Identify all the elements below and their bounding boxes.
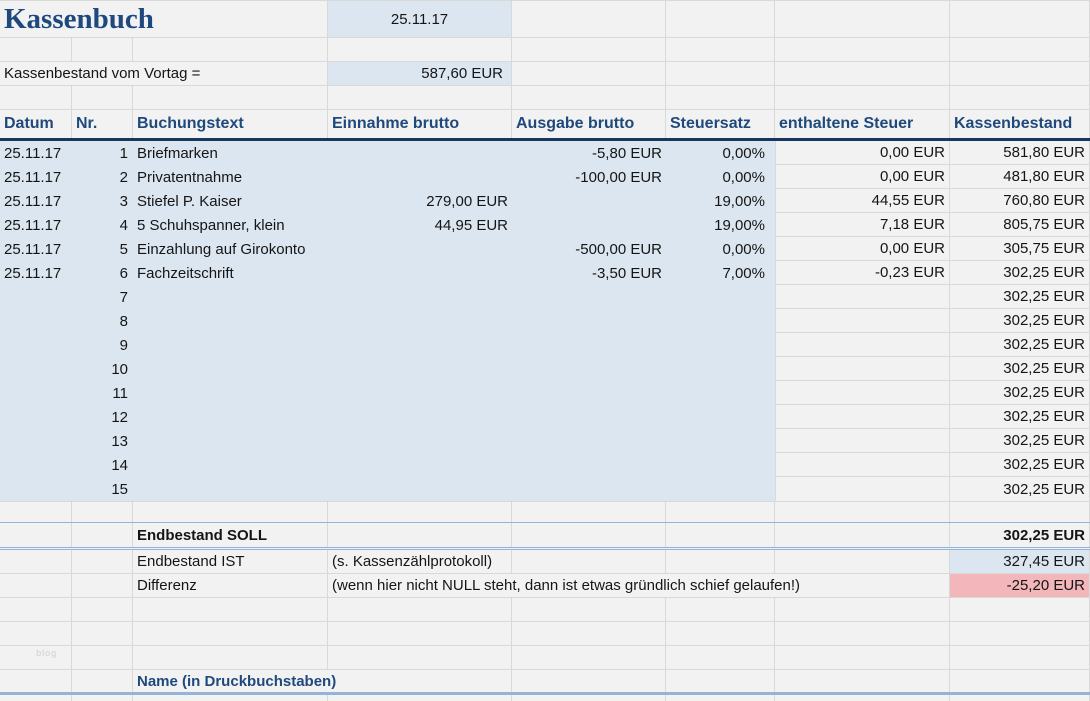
cell-steuersatz[interactable]: 0,00% [666,237,775,261]
cell-einnahme-brutto[interactable]: 44,95 EUR [328,213,512,237]
empty-cell[interactable] [72,622,133,646]
empty-cell[interactable] [775,695,950,701]
empty-cell[interactable] [666,38,775,62]
empty-cell[interactable] [512,598,666,622]
date-cell[interactable]: 25.11.17 [328,0,512,38]
cell-enthaltene-steuer[interactable]: 44,55 EUR [775,189,950,213]
empty-cell[interactable] [72,574,133,598]
differenz-label[interactable]: Differenz [133,574,328,598]
empty-cell[interactable] [775,38,950,62]
table-row [0,405,1090,429]
table-row [0,261,1090,285]
cell-datum[interactable] [0,477,72,501]
empty-cell[interactable] [133,695,328,701]
empty-cell[interactable] [950,0,1090,38]
cell-steuersatz[interactable] [666,333,775,357]
empty-cell[interactable] [72,86,133,110]
vortag-row [0,62,1090,86]
cell-buchungstext[interactable] [133,357,328,381]
cell-enthaltene-steuer[interactable] [775,453,950,477]
empty-cell[interactable] [328,695,512,701]
cell-nr[interactable]: 11 [72,381,133,405]
cell-nr[interactable]: 3 [72,189,133,213]
empty-cell[interactable] [328,501,512,522]
cell-nr[interactable]: 13 [72,429,133,453]
soll-value[interactable]: 302,25 EUR [950,523,1090,547]
empty-cell[interactable] [72,501,133,522]
table-row [0,189,1090,213]
empty-cell[interactable] [72,670,133,692]
table-row [0,285,1090,309]
cell-ausgabe-brutto[interactable] [512,309,666,333]
empty-cell[interactable] [0,86,72,110]
empty-cell[interactable] [133,86,328,110]
cell-datum[interactable]: 25.11.17 [0,237,72,261]
page-title[interactable]: Kassenbuch [0,0,328,38]
empty-cell[interactable] [72,598,133,622]
empty-cell[interactable] [512,523,666,547]
cell-buchungstext[interactable] [133,477,328,501]
cell-enthaltene-steuer[interactable] [775,309,950,333]
cell-ausgabe-brutto[interactable] [512,405,666,429]
empty-cell[interactable] [512,62,666,86]
cell-datum[interactable] [0,309,72,333]
cell-steuersatz[interactable]: 0,00% [666,141,775,165]
empty-cell[interactable] [666,646,775,670]
table-row [0,141,1090,165]
empty-cell[interactable] [775,622,950,646]
empty-cell[interactable] [775,62,950,86]
differenz-value[interactable]: -25,20 EUR [950,574,1090,598]
cell-kassenbestand[interactable]: 302,25 EUR [950,261,1090,285]
table-body [0,141,1090,501]
cell-steuersatz[interactable] [666,405,775,429]
cell-nr[interactable]: 12 [72,405,133,429]
cell-buchungstext[interactable] [133,285,328,309]
cell-nr[interactable]: 4 [72,213,133,237]
cell-kassenbestand[interactable]: 305,75 EUR [950,237,1090,261]
cell-buchungstext[interactable]: Einzahlung auf Girokonto [133,237,328,261]
cell-kassenbestand[interactable]: 760,80 EUR [950,189,1090,213]
cell-einnahme-brutto[interactable] [328,261,512,285]
cell-buchungstext[interactable] [133,429,328,453]
empty-cell[interactable] [512,646,666,670]
empty-cell[interactable] [72,646,133,670]
empty-cell[interactable] [133,622,328,646]
cell-datum[interactable]: 25.11.17 [0,141,72,165]
cell-steuersatz[interactable]: 19,00% [666,213,775,237]
cell-nr[interactable]: 10 [72,357,133,381]
empty-cell[interactable] [0,501,72,522]
empty-cell[interactable] [666,550,775,574]
cell-ausgabe-brutto[interactable] [512,333,666,357]
cell-nr[interactable]: 9 [72,333,133,357]
cell-kassenbestand[interactable]: 302,25 EUR [950,357,1090,381]
empty-cell[interactable] [328,622,512,646]
cell-kassenbestand[interactable]: 302,25 EUR [950,333,1090,357]
empty-cell[interactable] [0,574,72,598]
table-row [0,165,1090,189]
cell-buchungstext[interactable] [133,381,328,405]
cell-einnahme-brutto[interactable] [328,309,512,333]
header-nr[interactable]: Nr. [72,110,133,138]
cell-kassenbestand[interactable]: 805,75 EUR [950,213,1090,237]
cell-steuersatz[interactable] [666,357,775,381]
empty-cell[interactable] [512,695,666,701]
blog-watermark: blog [36,648,57,658]
empty-cell[interactable] [775,523,950,547]
cell-kassenbestand[interactable]: 481,80 EUR [950,165,1090,189]
name-row [0,670,1090,695]
empty-cell[interactable] [133,598,328,622]
empty-cell[interactable] [0,695,72,701]
cell-ausgabe-brutto[interactable] [512,453,666,477]
cell-ausgabe-brutto[interactable] [512,213,666,237]
empty-cell[interactable] [950,646,1090,670]
empty-cell[interactable] [512,622,666,646]
cell-steuersatz[interactable]: 7,00% [666,261,775,285]
empty-cell[interactable] [328,646,512,670]
empty-cell[interactable] [0,38,72,62]
empty-cell[interactable] [512,501,666,522]
empty-cell[interactable] [666,0,775,38]
cell-einnahme-brutto[interactable] [328,477,512,501]
empty-cell[interactable] [950,598,1090,622]
cell-enthaltene-steuer[interactable] [775,333,950,357]
cell-kassenbestand[interactable]: 302,25 EUR [950,429,1090,453]
empty-cell[interactable] [950,62,1090,86]
table-row [0,429,1090,453]
cell-ausgabe-brutto[interactable] [512,189,666,213]
cell-steuersatz[interactable] [666,477,775,501]
header-datum[interactable]: Datum [0,110,72,138]
ist-label[interactable]: Endbestand IST [133,550,328,574]
cell-enthaltene-steuer[interactable] [775,405,950,429]
empty-cell[interactable] [0,670,72,692]
empty-cell[interactable] [0,550,72,574]
cell-buchungstext[interactable] [133,453,328,477]
cell-enthaltene-steuer[interactable]: -0,23 EUR [775,261,950,285]
empty-cell[interactable] [328,38,512,62]
empty-cell[interactable] [666,523,775,547]
cell-ausgabe-brutto[interactable] [512,477,666,501]
differenz-row [0,574,1090,598]
empty-cell[interactable] [950,501,1090,522]
cell-steuersatz[interactable] [666,429,775,453]
empty-cell[interactable] [775,670,950,692]
empty-cell[interactable] [775,646,950,670]
empty-cell[interactable] [0,523,72,547]
ist-value[interactable]: 327,45 EUR [950,550,1090,574]
spacer-row [0,38,1090,62]
cell-nr[interactable]: 7 [72,285,133,309]
empty-cell[interactable] [666,501,775,522]
table-header-row [0,110,1090,141]
cell-enthaltene-steuer[interactable]: 0,00 EUR [775,141,950,165]
header-einnahme-brutto[interactable]: Einnahme brutto [328,110,512,138]
cell-steuersatz[interactable] [666,381,775,405]
header-buchungstext[interactable]: Buchungstext [133,110,328,138]
cell-steuersatz[interactable]: 19,00% [666,189,775,213]
cell-kassenbestand[interactable]: 302,25 EUR [950,453,1090,477]
cell-einnahme-brutto[interactable] [328,237,512,261]
empty-cell[interactable] [72,695,133,701]
cell-enthaltene-steuer[interactable]: 7,18 EUR [775,213,950,237]
empty-cell[interactable] [0,598,72,622]
empty-cell[interactable] [666,598,775,622]
empty-cell[interactable] [133,38,328,62]
cell-einnahme-brutto[interactable] [328,357,512,381]
cell-steuersatz[interactable]: 0,00% [666,165,775,189]
cell-enthaltene-steuer[interactable]: 0,00 EUR [775,165,950,189]
cell-nr[interactable]: 1 [72,141,133,165]
spacer-row [0,622,1090,646]
cell-datum[interactable] [0,405,72,429]
table-row [0,213,1090,237]
empty-cell[interactable] [775,0,950,38]
header-steuersatz[interactable]: Steuersatz [666,110,775,138]
cell-ausgabe-brutto[interactable] [512,429,666,453]
empty-cell[interactable] [666,86,775,110]
cell-steuersatz[interactable] [666,453,775,477]
table-row [0,453,1090,477]
empty-cell[interactable] [950,38,1090,62]
table-row [0,477,1090,501]
name-label[interactable]: Name (in Druckbuchstaben) [133,670,512,692]
cell-enthaltene-steuer[interactable] [775,381,950,405]
cell-datum[interactable]: 25.11.17 [0,213,72,237]
cell-kassenbestand[interactable]: 302,25 EUR [950,405,1090,429]
cell-kassenbestand[interactable]: 302,25 EUR [950,477,1090,501]
empty-cell[interactable] [328,598,512,622]
cell-datum[interactable] [0,333,72,357]
empty-cell[interactable] [775,86,950,110]
empty-cell[interactable] [512,550,666,574]
empty-cell[interactable] [666,670,775,692]
empty-cell[interactable] [328,86,512,110]
header-kassenbestand[interactable]: Kassenbestand [950,110,1090,138]
cell-einnahme-brutto[interactable] [328,429,512,453]
header-enthaltene-steuer[interactable]: enthaltene Steuer [775,110,950,138]
spacer-row [0,86,1090,110]
vortag-label[interactable]: Kassenbestand vom Vortag = [0,62,328,86]
header-ausgabe-brutto[interactable]: Ausgabe brutto [512,110,666,138]
cell-ausgabe-brutto[interactable]: -500,00 EUR [512,237,666,261]
cell-buchungstext[interactable] [133,309,328,333]
cell-datum[interactable] [0,357,72,381]
empty-cell[interactable] [775,550,950,574]
empty-cell[interactable] [133,501,328,522]
empty-cell[interactable] [666,622,775,646]
cell-buchungstext[interactable]: Stiefel P. Kaiser [133,189,328,213]
cell-datum[interactable]: 25.11.17 [0,261,72,285]
table-row [0,309,1090,333]
spacer-row [0,501,1090,522]
cell-ausgabe-brutto[interactable] [512,357,666,381]
cell-nr[interactable]: 8 [72,309,133,333]
cell-kassenbestand[interactable]: 302,25 EUR [950,309,1090,333]
cell-buchungstext[interactable] [133,333,328,357]
cell-ausgabe-brutto[interactable]: -5,80 EUR [512,141,666,165]
endbestand-soll-row [0,522,1090,550]
cell-steuersatz[interactable] [666,309,775,333]
empty-cell[interactable] [775,598,950,622]
cell-kassenbestand[interactable]: 302,25 EUR [950,381,1090,405]
empty-cell[interactable] [0,622,72,646]
cell-buchungstext[interactable]: Briefmarken [133,141,328,165]
spacer-row [0,646,1090,670]
cell-enthaltene-steuer[interactable]: 0,00 EUR [775,237,950,261]
cell-nr[interactable]: 5 [72,237,133,261]
cell-datum[interactable] [0,285,72,309]
cell-buchungstext[interactable] [133,405,328,429]
empty-cell[interactable] [72,550,133,574]
cell-einnahme-brutto[interactable] [328,141,512,165]
empty-cell[interactable] [666,62,775,86]
cell-steuersatz[interactable] [666,285,775,309]
empty-cell[interactable] [512,38,666,62]
cell-buchungstext[interactable]: 5 Schuhspanner, klein [133,213,328,237]
empty-cell[interactable] [950,86,1090,110]
title-row [0,0,1090,38]
table-row [0,333,1090,357]
cell-datum[interactable] [0,429,72,453]
cell-ausgabe-brutto[interactable]: -3,50 EUR [512,261,666,285]
cell-datum[interactable] [0,453,72,477]
cell-datum[interactable]: 25.11.17 [0,189,72,213]
empty-cell[interactable] [512,670,666,692]
cell-einnahme-brutto[interactable] [328,165,512,189]
cell-buchungstext[interactable]: Privatentnahme [133,165,328,189]
endbestand-ist-row [0,550,1090,574]
cell-buchungstext[interactable]: Fachzeitschrift [133,261,328,285]
ist-note[interactable]: (s. Kassenzählprotokoll) [328,550,512,574]
empty-cell[interactable] [72,523,133,547]
empty-cell[interactable] [950,695,1090,701]
cell-enthaltene-steuer[interactable] [775,285,950,309]
empty-cell[interactable] [775,501,950,522]
cell-nr[interactable]: 2 [72,165,133,189]
spacer-row [0,695,1090,701]
cell-einnahme-brutto[interactable] [328,453,512,477]
differenz-note[interactable]: (wenn hier nicht NULL steht, dann ist etwas gründlich schief gelaufen!) [328,574,950,598]
soll-label[interactable]: Endbestand SOLL [133,523,328,547]
empty-cell[interactable] [950,622,1090,646]
empty-cell[interactable] [72,38,133,62]
table-row [0,381,1090,405]
cell-einnahme-brutto[interactable] [328,285,512,309]
cell-nr[interactable]: 15 [72,477,133,501]
table-row [0,357,1090,381]
cell-einnahme-brutto[interactable] [328,405,512,429]
cell-ausgabe-brutto[interactable]: -100,00 EUR [512,165,666,189]
cell-nr[interactable]: 6 [72,261,133,285]
empty-cell[interactable] [666,695,775,701]
cell-enthaltene-steuer[interactable] [775,357,950,381]
cell-datum[interactable] [0,381,72,405]
cell-nr[interactable]: 14 [72,453,133,477]
empty-cell[interactable] [328,523,512,547]
cell-ausgabe-brutto[interactable] [512,381,666,405]
empty-cell[interactable] [512,0,666,38]
empty-cell[interactable] [512,86,666,110]
empty-cell[interactable] [133,646,328,670]
cell-kassenbestand[interactable]: 581,80 EUR [950,141,1090,165]
vortag-value-cell[interactable]: 587,60 EUR [328,62,512,86]
cell-einnahme-brutto[interactable] [328,333,512,357]
cell-einnahme-brutto[interactable]: 279,00 EUR [328,189,512,213]
cell-enthaltene-steuer[interactable] [775,477,950,501]
cell-enthaltene-steuer[interactable] [775,429,950,453]
cell-kassenbestand[interactable]: 302,25 EUR [950,285,1090,309]
table-row [0,237,1090,261]
cell-ausgabe-brutto[interactable] [512,285,666,309]
cell-datum[interactable]: 25.11.17 [0,165,72,189]
spacer-row [0,598,1090,622]
cell-einnahme-brutto[interactable] [328,381,512,405]
empty-cell[interactable] [950,670,1090,692]
